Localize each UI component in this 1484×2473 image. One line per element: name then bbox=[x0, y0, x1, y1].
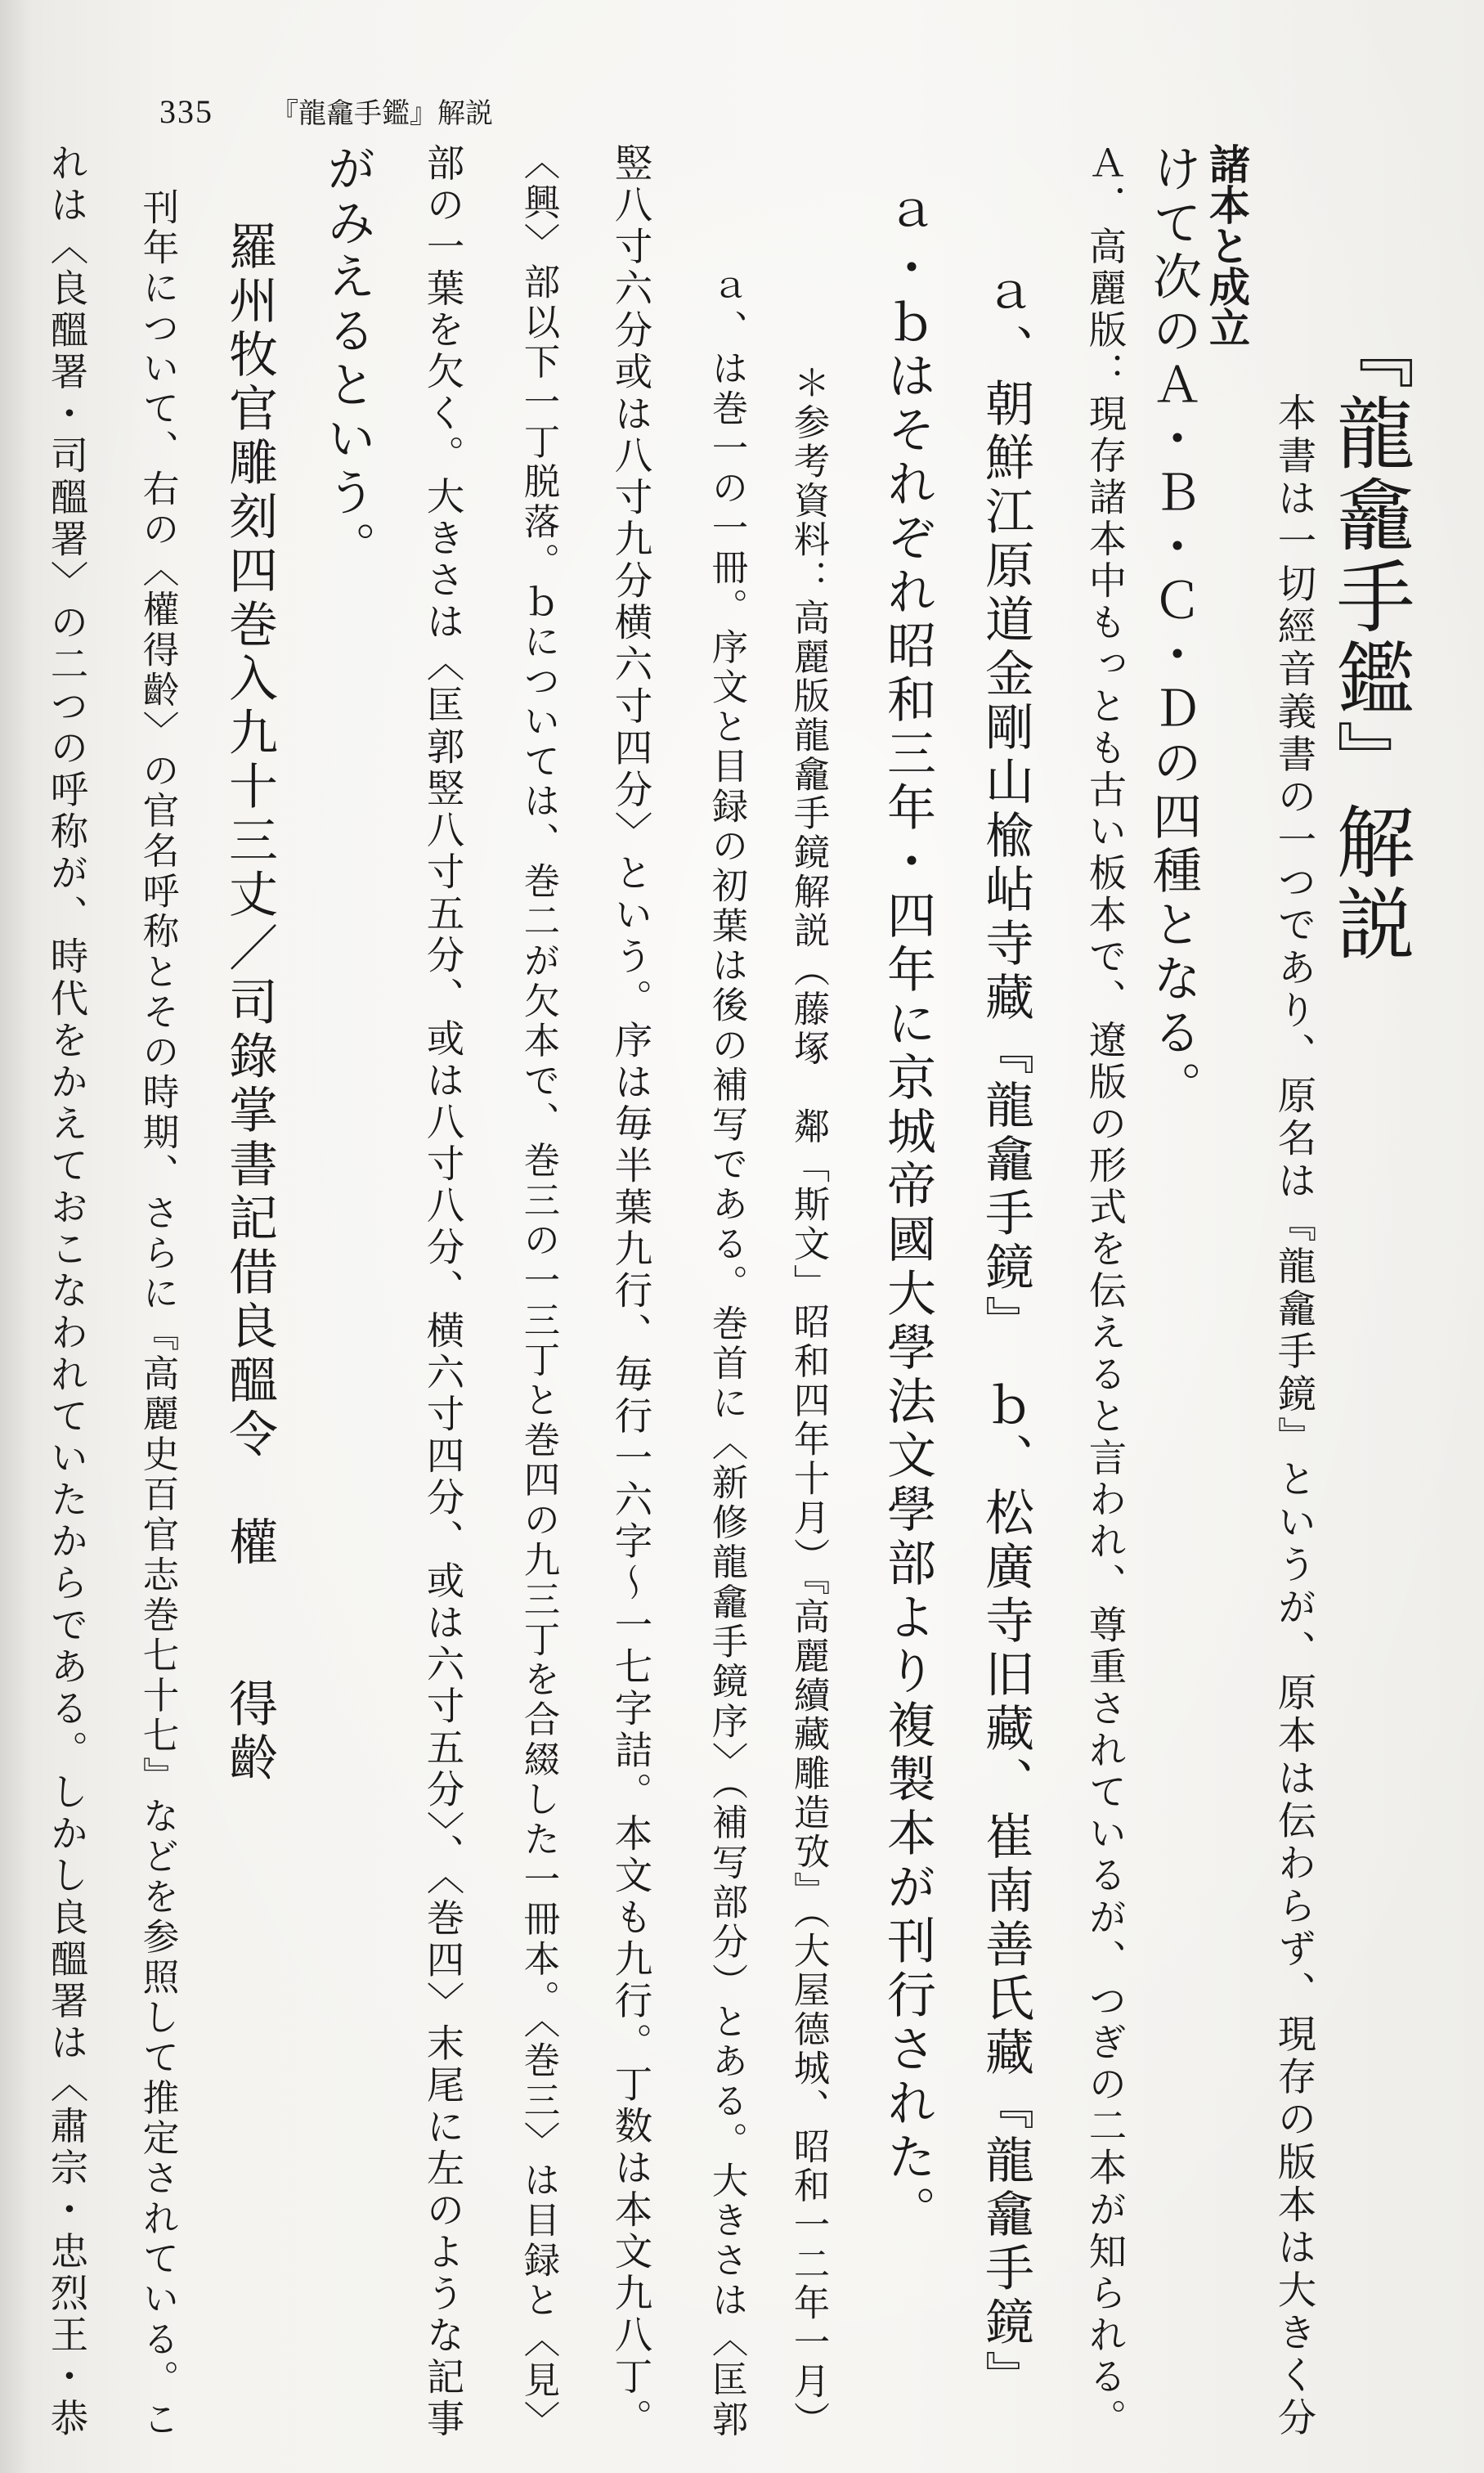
text-column: れは〈良醞署・司醞署〉の二つの呼称が、時代をかえておこなわれていたからである。しかし良醞署は〈肅宗・忠烈王・恭 bbox=[45, 143, 89, 2440]
chapter-title: 『龍龕手鑑』解説 bbox=[1324, 311, 1415, 965]
section-heading: 諸本と成立 bbox=[1203, 143, 1250, 348]
text-column: ａ・ｂはそれぞれ昭和三年・四年に京城帝國大學法文學部より複製本が刊行された。 bbox=[879, 188, 936, 2239]
text-column: Ａ．高麗版：現存諸本中もっとも古い板本で、遼版の形式を伝えると言われ、尊重されているが、つぎの二本が知られる。 bbox=[1083, 143, 1128, 2440]
text-column: ａ、朝鮮江原道金剛山楡岾寺藏『龍龕手鏡』 ｂ、松廣寺旧藏、崔南善氏藏『龍龕手鏡』 bbox=[977, 270, 1034, 2404]
reference-note: ＊参考資料：高麗版龍龕手鏡解説（藤塚 鄰「斯文」昭和四年十月）『高麗續藏雕造攷』（大屋德城、昭和一二年一月） bbox=[787, 364, 829, 2441]
page-number: 335 bbox=[159, 93, 213, 130]
text-column: がみえるという。 bbox=[319, 143, 376, 575]
text-column: けて次のＡ・Ｂ・Ｃ・Ｄの四種となる。 bbox=[1145, 143, 1202, 1115]
text-column: ａ、は巻一の一冊。序文と目録の初葉は後の補写である。巻首に〈新修龍龕手鏡序〉（補写部分）とある。大きさは〈匡郭 bbox=[706, 270, 747, 2440]
page-gutter-shadow bbox=[0, 0, 33, 2473]
running-head: 『龍龕手鑑』解説 bbox=[271, 97, 493, 130]
inscription-line: 羅州牧官雕刻四巻入九十三丈／司錄掌書記借良醞令 權 得齡 bbox=[221, 221, 278, 1786]
text-column: 本書は一切經音義書の一つであり、原名は『龍龕手鏡』というが、原本は伝わらず、現存の版本は大きく分 bbox=[1271, 393, 1316, 2440]
text-column: 部の一葉を欠く。大きさは〈匡郭竪八寸五分、或は八寸八分、横六寸四分、或は六寸五分〉、〈巻四〉末尾に左のような記事 bbox=[421, 143, 465, 2441]
text-column: 刊年について、右の〈權得齡〉の官名呼称とその時期、さらに『高麗史百官志巻七十七』などを参照して推定されている。こ bbox=[137, 188, 180, 2441]
text-column: 竪八寸六分或は八寸九分横六寸四分〉という。序は毎半葉九行、毎行一六字～一七字詰。本文も九行。丁数は本文九八丁。 bbox=[609, 143, 653, 2440]
page-header bbox=[159, 82, 493, 131]
text-column: 〈興〉部以下一丁脱落。ｂについては、巻二が欠本で、巻三の一三丁と巻四の九三丁を合綴した一冊本。〈巻三〉は目録と〈見〉 bbox=[518, 143, 559, 2441]
